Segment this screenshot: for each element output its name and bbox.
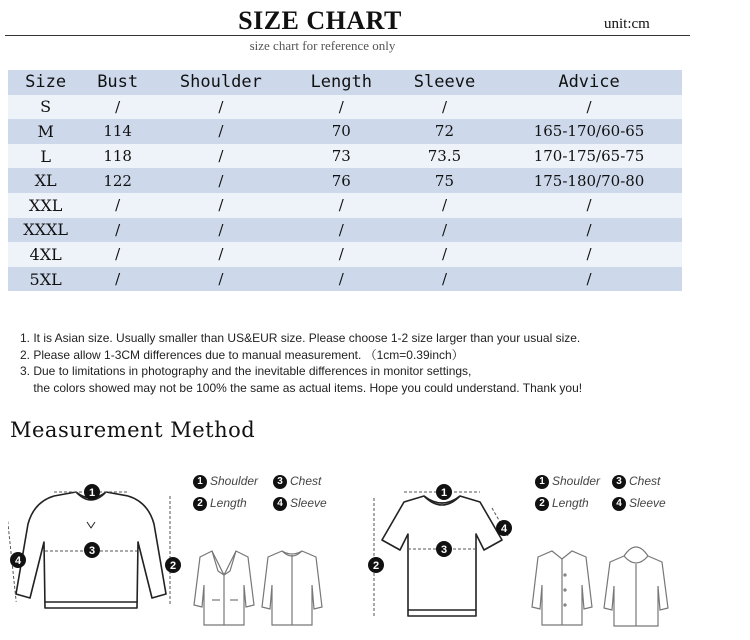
column-header-size: Size — [25, 72, 67, 93]
value-cell: / — [218, 171, 224, 190]
value-cell: / — [115, 97, 121, 116]
table-row — [8, 267, 682, 292]
marker-1: 1 — [440, 487, 448, 499]
value-cell: / — [338, 220, 344, 239]
size-cell: XL — [34, 171, 57, 191]
note-2: 2. Please allow 1-3CM differences due to manual measurement. （1cm=0.39inch） — [20, 347, 464, 362]
table-row — [8, 218, 682, 243]
value-cell: / — [586, 196, 592, 215]
value-cell: / — [115, 220, 121, 239]
value-cell: / — [586, 220, 592, 239]
blazer-sketch-icon — [192, 545, 257, 630]
size-chart-title: SIZE CHART — [238, 6, 402, 35]
value-cell: / — [441, 270, 447, 289]
value-cell: / — [338, 270, 344, 289]
size-cell: L — [40, 146, 51, 166]
value-cell: 170-175/65-75 — [533, 147, 645, 166]
value-cell: / — [115, 245, 121, 264]
note-1: 1. It is Asian size. Usually smaller than US&EUR size. Please choose 1-2 size larger than your usual size. — [20, 331, 581, 345]
value-cell: / — [338, 245, 344, 264]
value-cell: / — [218, 220, 224, 239]
unit-label: unit:cm — [604, 16, 650, 32]
value-cell: / — [441, 245, 447, 264]
value-cell: / — [441, 97, 447, 116]
long-sleeve-measure-diagram — [8, 472, 193, 640]
value-cell: 122 — [103, 171, 132, 190]
table-row — [8, 144, 682, 169]
column-header-bust: Bust — [97, 72, 139, 93]
note-3: 3. Due to limitations in photography and the inevitable differences in monitor settings, — [20, 364, 472, 378]
table-row — [8, 168, 682, 193]
value-cell: / — [218, 97, 224, 116]
shirt-sketch-icon — [530, 545, 595, 630]
table-row — [8, 95, 682, 120]
column-header-length: Length — [310, 72, 372, 93]
value-cell: 72 — [434, 122, 455, 141]
column-header-shoulder: Shoulder — [179, 72, 262, 93]
value-cell: / — [338, 97, 344, 116]
value-cell: / — [115, 270, 121, 289]
size-cell: M — [37, 121, 54, 141]
marker-4: 4 — [500, 523, 508, 535]
header-divider — [5, 35, 690, 36]
size-cell: S — [40, 97, 52, 117]
size-table — [8, 70, 682, 291]
table-row — [8, 119, 682, 144]
value-cell: / — [218, 147, 224, 166]
size-chart-subtitle: size chart for reference only — [249, 38, 396, 53]
marker-2: 2 — [372, 560, 380, 572]
marker-3: 3 — [440, 544, 448, 556]
value-cell: / — [115, 196, 121, 215]
table-header-row — [8, 70, 682, 95]
value-cell: 165-170/60-65 — [533, 122, 645, 141]
column-header-advice: Advice — [558, 72, 620, 93]
marker-1: 1 — [88, 487, 96, 499]
value-cell: / — [586, 245, 592, 264]
hoodie-sketch-icon — [602, 540, 670, 630]
value-cell: / — [586, 97, 592, 116]
size-cell: XXXL — [23, 220, 69, 240]
value-cell: / — [586, 270, 592, 289]
value-cell: 114 — [103, 122, 132, 141]
value-cell: 175-180/70-80 — [533, 171, 645, 190]
size-cell: 5XL — [29, 269, 62, 289]
value-cell: / — [218, 122, 224, 141]
column-header-sleeve: Sleeve — [413, 72, 476, 93]
size-cell: 4XL — [29, 244, 62, 264]
size-notes — [20, 330, 582, 396]
table-row — [8, 193, 682, 218]
marker-4: 4 — [14, 555, 22, 567]
value-cell: 76 — [331, 171, 351, 190]
size-cell: XXL — [28, 195, 63, 215]
value-cell: 75 — [434, 171, 455, 190]
note-4: the colors showed may not be 100% the same as actual items. Hope you could understand. Thank you! — [20, 380, 583, 395]
diagram-markers-right — [368, 484, 512, 573]
value-cell: / — [441, 220, 447, 239]
measurement-method-heading: Measurement Method — [10, 418, 256, 442]
value-cell: / — [218, 245, 224, 264]
value-cell: / — [441, 196, 447, 215]
value-cell: / — [218, 196, 224, 215]
tshirt-measure-diagram — [362, 478, 522, 640]
value-cell: / — [218, 270, 224, 289]
legend-right: 1 Shoulder 3 Chest 2 Length 4 Sleeve — [535, 474, 685, 514]
value-cell: 73 — [331, 147, 351, 166]
marker-3: 3 — [88, 545, 96, 557]
marker-2: 2 — [169, 560, 177, 572]
value-cell: 73.5 — [427, 147, 462, 166]
legend-left: 1 Shoulder 3 Chest 2 Length 4 Sleeve — [193, 474, 343, 514]
jacket-sketch-icon — [260, 545, 325, 630]
table-row — [8, 242, 682, 267]
value-cell: / — [338, 196, 344, 215]
value-cell: 118 — [103, 147, 132, 166]
value-cell: 70 — [331, 122, 351, 141]
